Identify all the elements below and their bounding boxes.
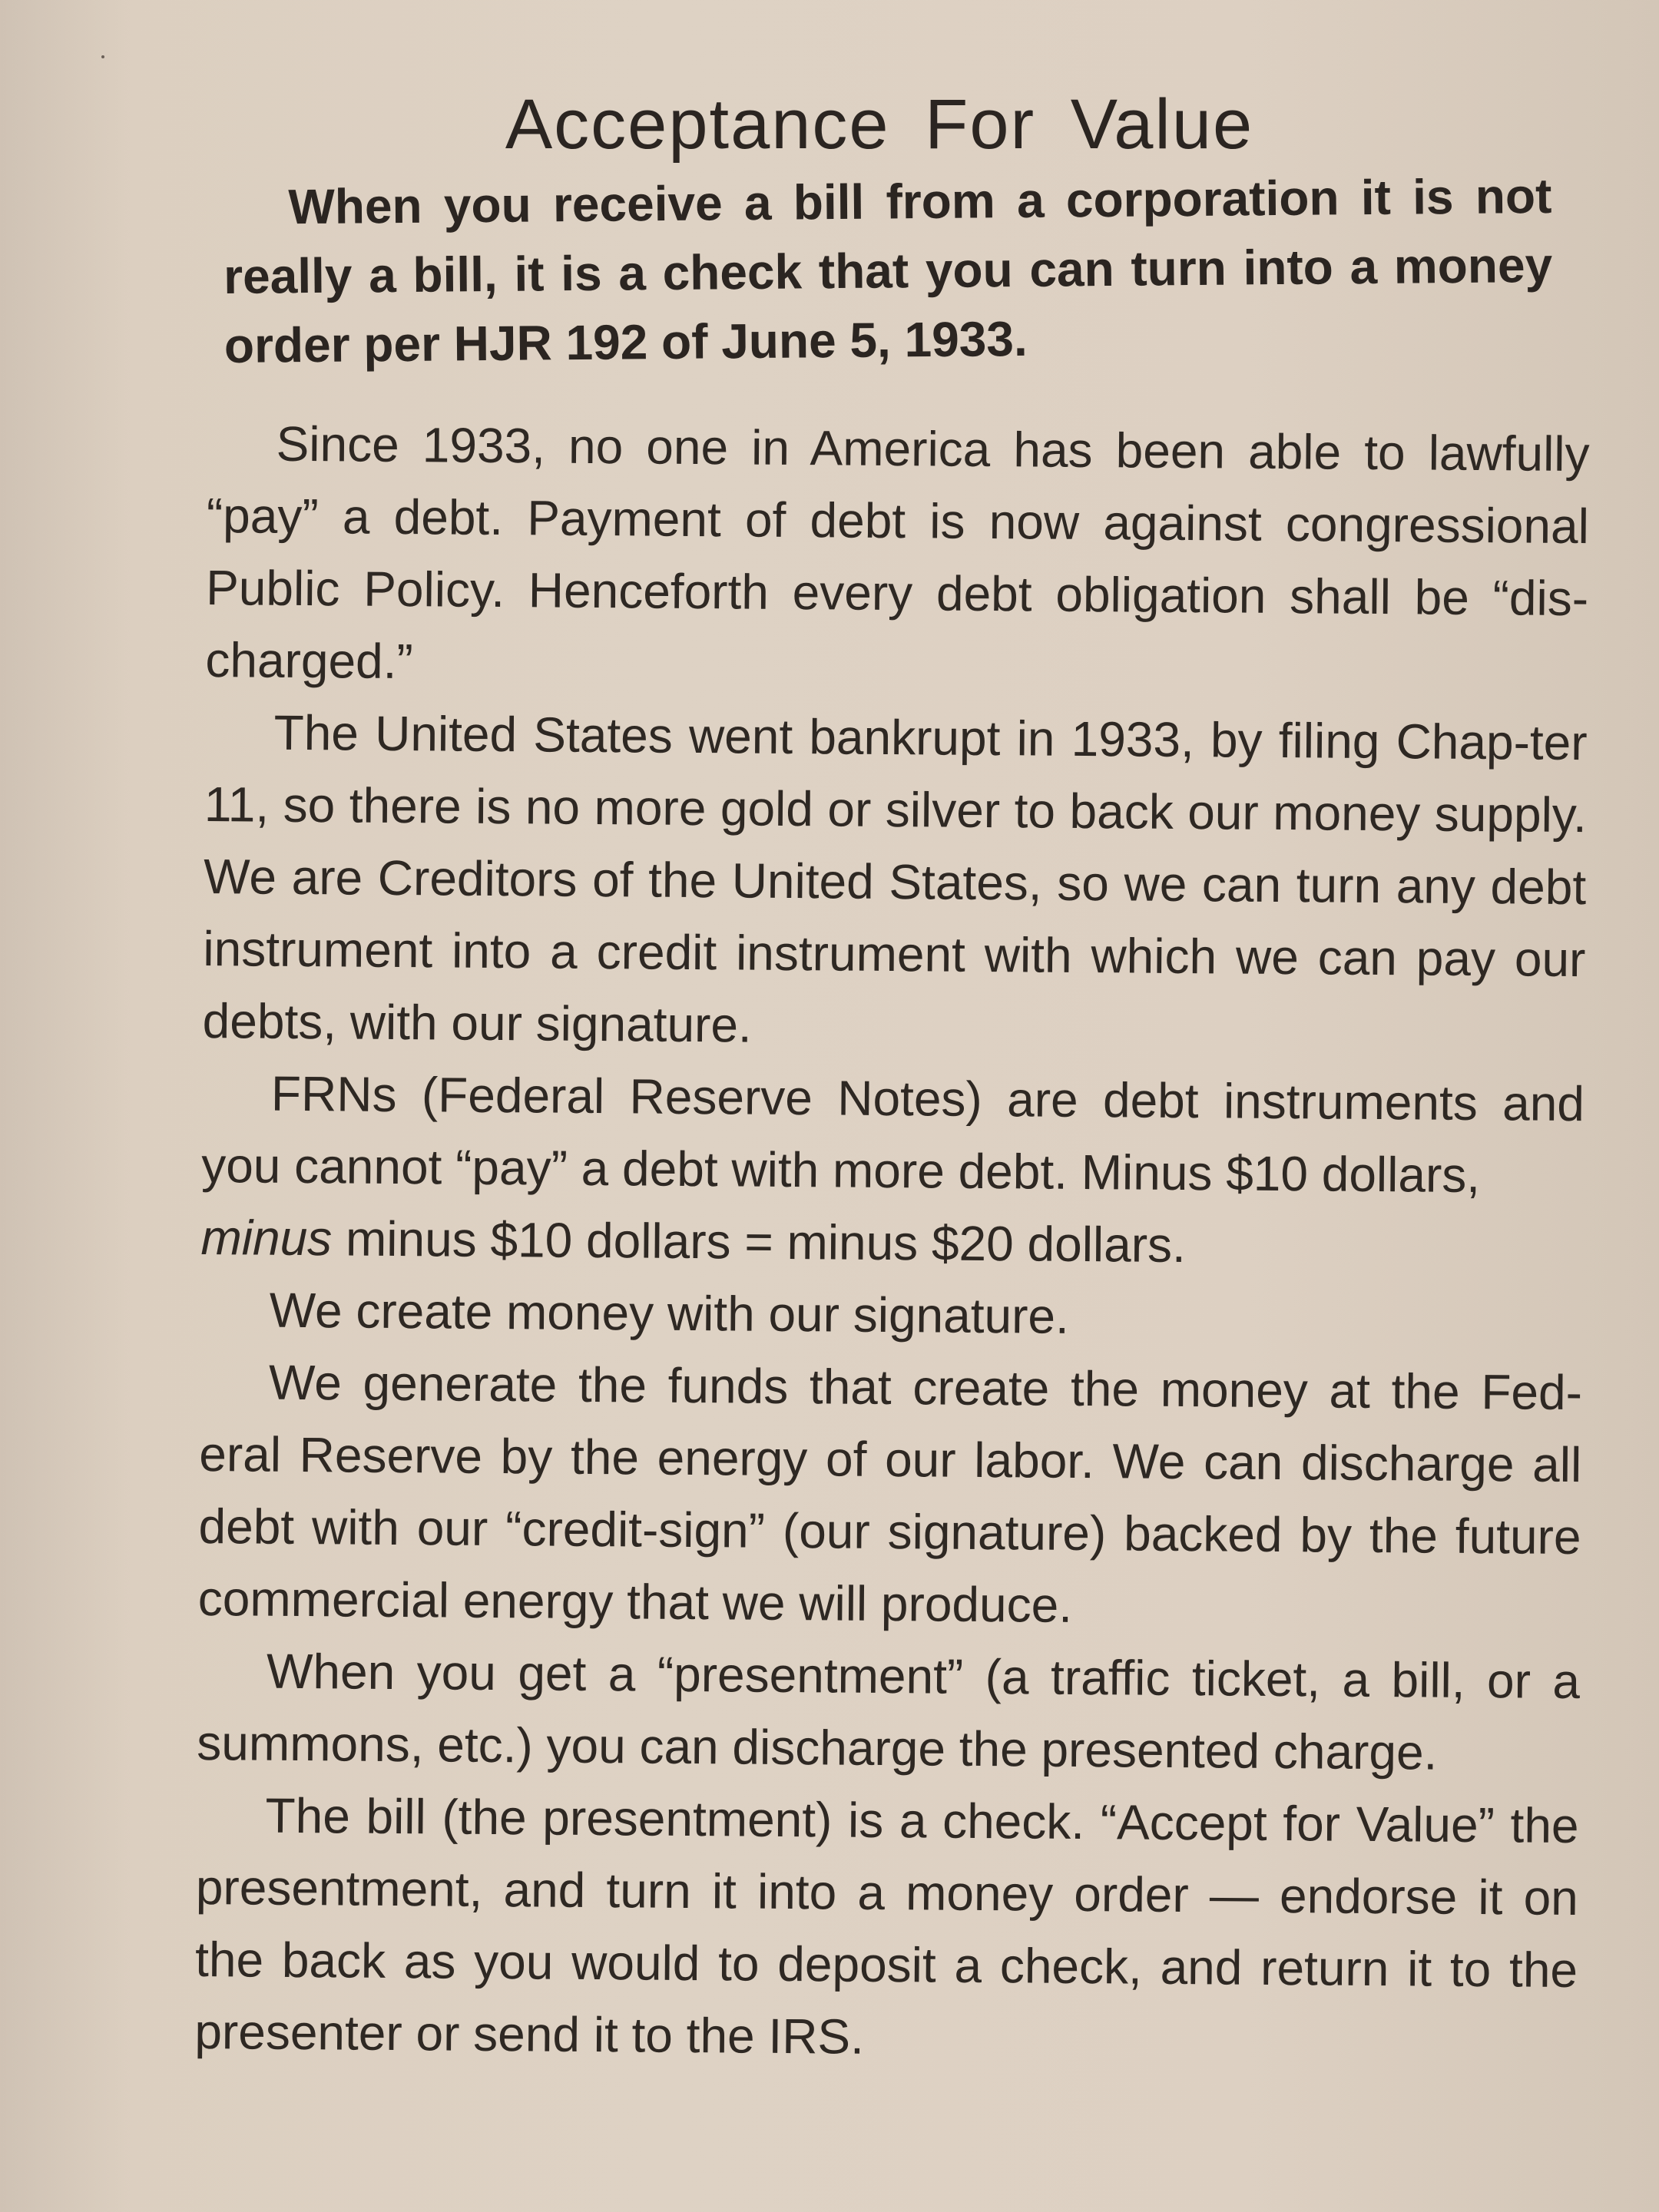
paragraph-1: Since 1933, no one in America has been able to lawfully “pay” a debt. Payment of debt is now against congressional Public Policy. Henceforth every debt obligation shall be “dis-charged.” [205, 416, 1590, 690]
paragraph-7: The bill (the presentment) is a check. “Accept for Value” the presentment, and turn it into a money order — endorse it on the back as you would to deposit a check, and return it to the presenter or send it to the IRS. [194, 1787, 1579, 2065]
lede-paragraph: When you receive a bill from a corporation it is not really a bill, it is a check that you can turn into a money order per HJR 192 of June 5, 1933. [223, 167, 1553, 373]
page-title: Acceptance For Value [505, 84, 1254, 164]
paragraph-6: When you get a “presentment” (a traffic ticket, a bill, or a summons, etc.) you can discharge the presented charge. [197, 1643, 1581, 1780]
paragraph-3-italic: minus [200, 1209, 333, 1267]
paragraph-3-lead: FRNs (Federal Reserve Notes) are debt instruments and you cannot “pay” a debt with more debt. Minus $10 dollars, [200, 1065, 1585, 1204]
body-text [194, 407, 1590, 2078]
paragraph-3-tail: minus $10 dollars = minus $20 dollars. [345, 1210, 1187, 1273]
paragraph-4: We create money with our signature. [269, 1282, 1070, 1344]
paragraph-3 [200, 1057, 1584, 1284]
paragraph-2: The United States went bankrupt in 1933, by filing Chap-ter 11, so there is no more gold or silver to back our money supply. We are Creditors of the United States, so we can turn any debt instrument into a credit instrument with which we can pay our debts, with our signature. [202, 704, 1588, 1053]
page-speck [101, 55, 104, 58]
paragraph-5: We generate the funds that create the money at the Fed-eral Reserve by the energy of our labor. We can discharge all debt with our “credit-sign” (our signature) backed by the future commercial energy that we will produce. [197, 1354, 1583, 1633]
